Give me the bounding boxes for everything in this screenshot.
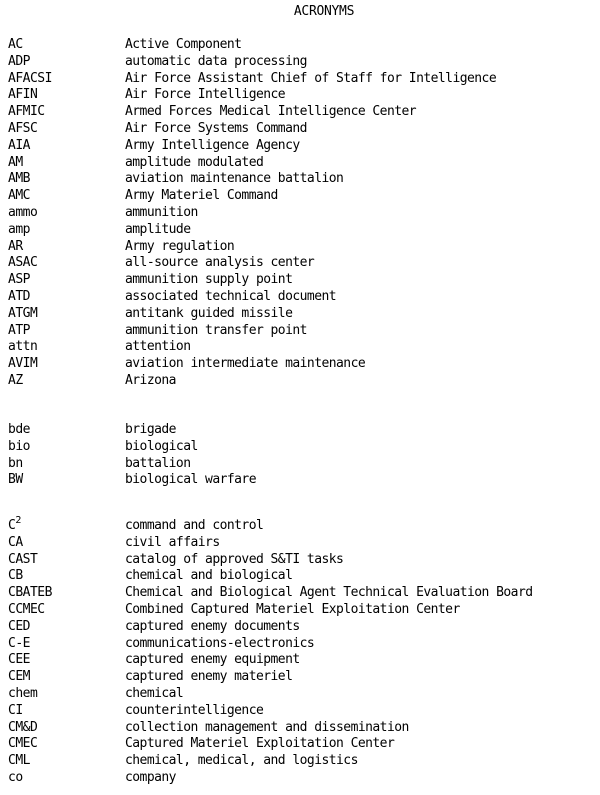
acronym-definition: Chemical and Biological Agent Technical Evaluation Board: [125, 585, 533, 601]
acronym-definition: captured enemy equipment: [125, 652, 300, 668]
acronym-entry: [8, 636, 598, 653]
acronym-entry: [8, 54, 598, 71]
acronym-entry: [8, 155, 598, 172]
acronym-definition: Active Component: [125, 37, 242, 52]
acronym-definition: command and control: [125, 518, 264, 533]
acronym-abbr: bde: [8, 422, 30, 437]
acronym-definition: counterintelligence: [125, 702, 264, 718]
acronym-entry: [8, 171, 598, 188]
acronym-entry: [8, 585, 598, 602]
acronym-entry: [8, 272, 598, 289]
acronym-abbr: AC: [8, 37, 23, 52]
acronym-definition: Air Force Assistant Chief of Staff for Intelligence: [125, 70, 497, 86]
acronym-definition: attention: [125, 339, 191, 355]
acronym-entry: [8, 439, 598, 456]
acronym-definition: ammunition supply point: [125, 272, 293, 288]
acronym-definition: biological warfare: [125, 472, 256, 488]
acronym-definition: brigade: [125, 422, 176, 437]
acronym-entry: [8, 736, 598, 753]
acronym-abbr-superscript: 2: [15, 515, 21, 526]
acronym-definition: all-source analysis center: [125, 255, 315, 271]
acronym-entry: [8, 205, 598, 222]
acronym-abbr: AFMIC: [8, 104, 45, 120]
acronym-entry: [8, 222, 598, 239]
acronym-definition: Captured Materiel Exploitation Center: [125, 736, 395, 752]
acronym-definition: captured enemy materiel: [125, 669, 293, 685]
acronym-entry: [8, 472, 598, 489]
acronym-abbr: C-E: [8, 635, 30, 651]
acronym-entry: [8, 770, 598, 787]
acronym-definition: collection management and dissemination: [125, 719, 409, 735]
acronym-definition: chemical: [125, 685, 184, 701]
acronym-definition: Army Materiel Command: [125, 188, 278, 204]
acronym-definition: biological: [125, 438, 198, 454]
acronym-abbr: CA: [8, 534, 23, 550]
acronym-definition: aviation maintenance battalion: [125, 171, 344, 187]
acronym-entry: [8, 339, 598, 356]
acronym-definition: civil affairs: [125, 534, 220, 550]
acronym-definition: Air Force Intelligence: [125, 87, 286, 103]
acronym-entry: [8, 703, 598, 720]
acronym-definition: battalion: [125, 455, 191, 471]
acronym-abbr: AM: [8, 154, 23, 170]
acronym-abbr: AR: [8, 238, 23, 254]
acronym-abbr: CM&D: [8, 719, 38, 735]
acronym-abbr: CAST: [8, 551, 38, 567]
acronym-abbr: ATP: [8, 322, 30, 338]
acronym-abbr: ASP: [8, 272, 30, 288]
acronym-entry: [8, 669, 598, 686]
acronym-entry: [8, 37, 598, 54]
acronym-abbr-base: C: [8, 518, 16, 533]
acronym-abbr: ASAC: [8, 255, 38, 271]
acronym-abbr: AMB: [8, 171, 30, 187]
acronym-entry: [8, 686, 598, 703]
acronym-abbr: AMC: [8, 188, 30, 204]
acronym-abbr: BW: [8, 472, 23, 488]
acronym-abbr: AZ: [8, 372, 23, 388]
acronym-abbr: co: [8, 769, 23, 785]
acronym-entry: [8, 289, 598, 306]
acronym-entry: [8, 753, 598, 770]
acronym-abbr: chem: [8, 685, 38, 701]
acronym-entry: [8, 602, 598, 619]
acronym-definition: communications-electronics: [125, 635, 315, 651]
acronym-definition: Armed Forces Medical Intelligence Center: [125, 104, 417, 120]
acronym-abbr: ATD: [8, 288, 30, 304]
acronym-definition: ammunition transfer point: [125, 322, 307, 338]
acronym-entry: [8, 535, 598, 552]
acronym-entry: [8, 619, 598, 636]
acronym-entry: [8, 552, 598, 569]
acronym-entry: [8, 568, 598, 585]
acronym-abbr: bio: [8, 438, 30, 454]
acronym-definition: captured enemy documents: [125, 618, 300, 634]
acronym-entry: [8, 720, 598, 737]
acronym-section-b: [8, 422, 598, 489]
acronym-definition: catalog of approved S&TI tasks: [125, 551, 344, 567]
acronym-entry: [8, 188, 598, 205]
acronym-entry: [8, 515, 598, 535]
acronym-definition: ammunition: [125, 204, 198, 220]
acronym-definition: antitank guided missile: [125, 305, 293, 321]
acronym-abbr: CEM: [8, 669, 30, 685]
acronym-abbr: CML: [8, 753, 30, 769]
acronym-entry: [8, 138, 598, 155]
acronym-abbr: [8, 515, 125, 535]
acronym-abbr: AFSC: [8, 120, 38, 136]
acronym-entry: [8, 652, 598, 669]
acronym-abbr: AFIN: [8, 87, 38, 103]
acronym-definition: Arizona: [125, 372, 176, 388]
acronym-entry: [8, 87, 598, 104]
acronym-abbr: AFACSI: [8, 70, 52, 86]
acronym-abbr: CED: [8, 618, 30, 634]
acronym-entry: [8, 255, 598, 272]
acronym-abbr: attn: [8, 339, 38, 355]
acronym-entry: [8, 323, 598, 340]
page-title: ACRONYMS: [293, 4, 355, 19]
acronym-abbr: AVIM: [8, 356, 38, 372]
acronym-entry: [8, 71, 598, 88]
acronym-abbr: ammo: [8, 204, 38, 220]
acronym-definition: chemical, medical, and logistics: [125, 753, 358, 769]
acronym-definition: automatic data processing: [125, 53, 307, 69]
acronym-definition: Air Force Systems Command: [125, 120, 307, 136]
acronym-definition: amplitude modulated: [125, 154, 264, 170]
acronym-entry: [8, 306, 598, 323]
acronym-definition: associated technical document: [125, 288, 337, 304]
acronym-entry: [8, 104, 598, 121]
acronym-entry: [8, 456, 598, 473]
acronym-abbr: CMEC: [8, 736, 38, 752]
acronym-abbr: CBATEB: [8, 585, 52, 601]
acronym-abbr: ATGM: [8, 305, 38, 321]
acronym-definition: aviation intermediate maintenance: [125, 356, 366, 372]
acronym-definition: Combined Captured Materiel Exploitation Center: [125, 601, 460, 617]
acronym-abbr: CI: [8, 702, 23, 718]
acronym-abbr: amp: [8, 221, 30, 237]
acronym-definition: Army Intelligence Agency: [125, 137, 300, 153]
acronym-definition: chemical and biological: [125, 568, 293, 584]
acronym-definition: company: [125, 769, 176, 785]
acronym-entry: [8, 239, 598, 256]
acronym-abbr: CEE: [8, 652, 30, 668]
acronym-abbr: bn: [8, 455, 23, 471]
acronym-section-a: [8, 37, 598, 390]
acronym-section-c: [8, 515, 598, 787]
acronym-abbr: CCMEC: [8, 601, 45, 617]
acronym-definition: Army regulation: [125, 238, 235, 254]
acronym-abbr: ADP: [8, 53, 30, 69]
acronym-abbr: CB: [8, 568, 23, 584]
acronym-entry: [8, 121, 598, 138]
acronym-definition: amplitude: [125, 221, 191, 237]
acronym-entry: [8, 356, 598, 373]
acronym-abbr: AIA: [8, 137, 30, 153]
acronym-entry: [8, 422, 598, 439]
acronym-entry: [8, 373, 598, 390]
